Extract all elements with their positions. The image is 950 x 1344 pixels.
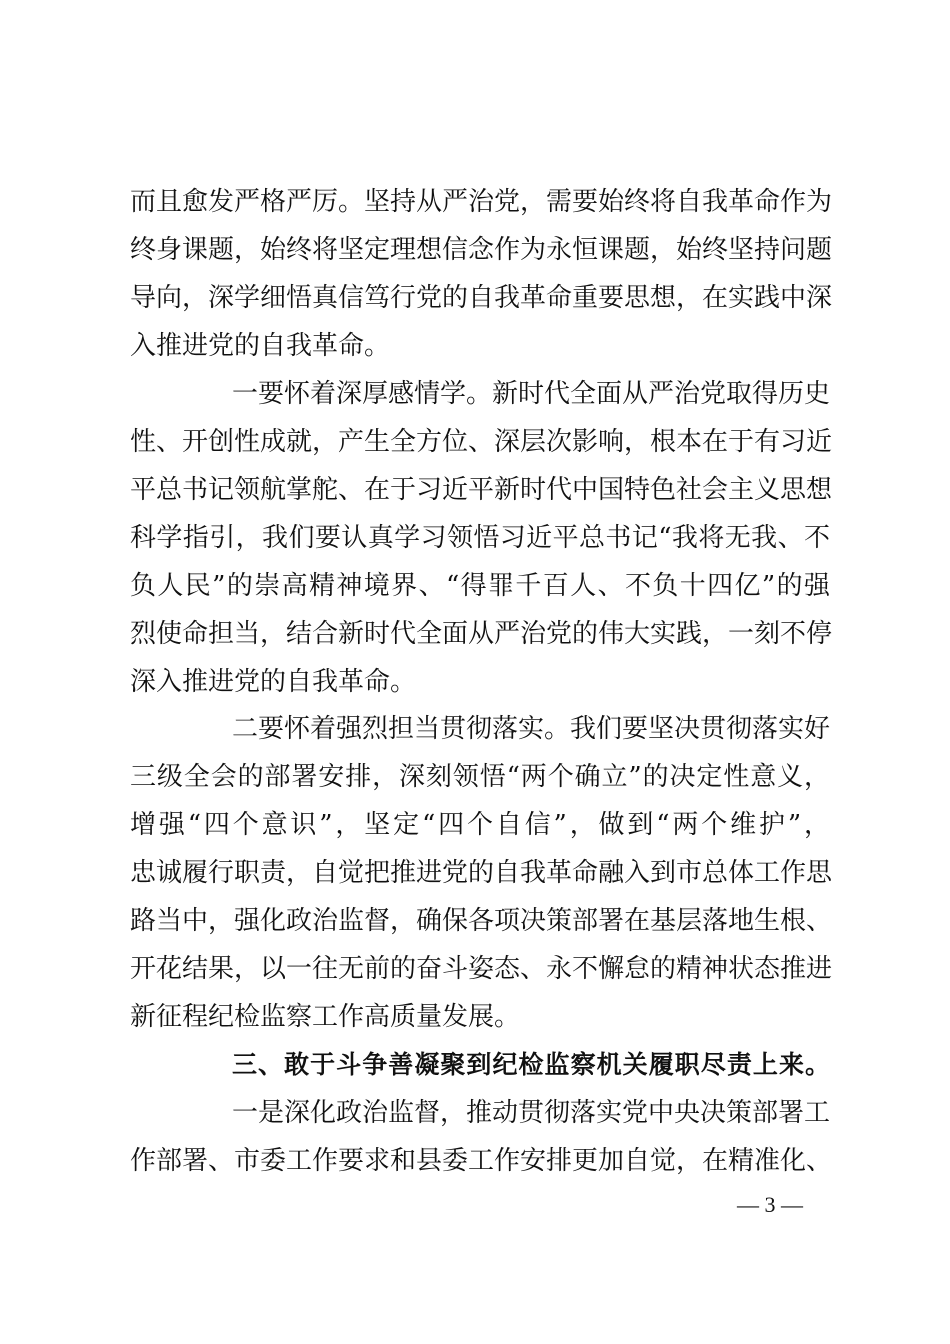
- paragraph-first-line: 一是深化政治监督，推动贯彻落实党中央决策部署工: [232, 1098, 831, 1128]
- text-line: 而且愈发严格严厉。坚持从严治党，需要始终将自我革命作为: [130, 187, 833, 217]
- page-number: — 3 —: [737, 1192, 803, 1217]
- text-line: 作部署、市委工作要求和县委工作安排更加自觉，在精准化、: [130, 1146, 833, 1176]
- text-line: 导向，深学细悟真信笃行党的自我革命重要思想，在实践中深: [130, 283, 833, 313]
- text-line: 平总书记领航掌舵、在于习近平新时代中国特色社会主义思想: [130, 475, 833, 505]
- text-line: 科学指引，我们要认真学习领悟习近平总书记“我将无我、不: [130, 523, 830, 553]
- text-line: 增强“四个意识”，坚定“四个自信”，做到“两个维护”，: [130, 810, 830, 840]
- text-line: 烈使命担当，结合新时代全面从严治党的伟大实践，一刻不停: [130, 619, 833, 649]
- text-line: 三级全会的部署安排，深刻领悟“两个确立”的决定性意义，: [130, 762, 830, 792]
- text-line: 入推进党的自我革命。: [130, 331, 391, 361]
- text-line: 负人民”的崇高精神境界、“得罪千百人、不负十四亿”的强: [130, 571, 830, 601]
- text-line: 开花结果，以一往无前的奋斗姿态、永不懈怠的精神状态推进: [130, 954, 833, 984]
- text-line: 路当中，强化政治监督，确保各项决策部署在基层落地生根、: [130, 906, 833, 936]
- paragraph-first-line: 二要怀着强烈担当贯彻落实。我们要坚决贯彻落实好: [232, 714, 831, 744]
- text-line: 深入推进党的自我革命。: [130, 667, 417, 697]
- text-line: 新征程纪检监察工作高质量发展。: [130, 1002, 521, 1032]
- text-line: 忠诚履行职责，自觉把推进党的自我革命融入到市总体工作思: [130, 858, 833, 888]
- section-heading: 三、敢于斗争善凝聚到纪检监察机关履职尽责上来。: [232, 1050, 830, 1079]
- text-line: 终身课题，始终将坚定理想信念作为永恒课题，始终坚持问题: [130, 235, 833, 265]
- text-line: 性、开创性成就，产生全方位、深层次影响，根本在于有习近: [130, 427, 833, 457]
- paragraph-first-line: 一要怀着深厚感情学。新时代全面从严治党取得历史: [232, 379, 831, 409]
